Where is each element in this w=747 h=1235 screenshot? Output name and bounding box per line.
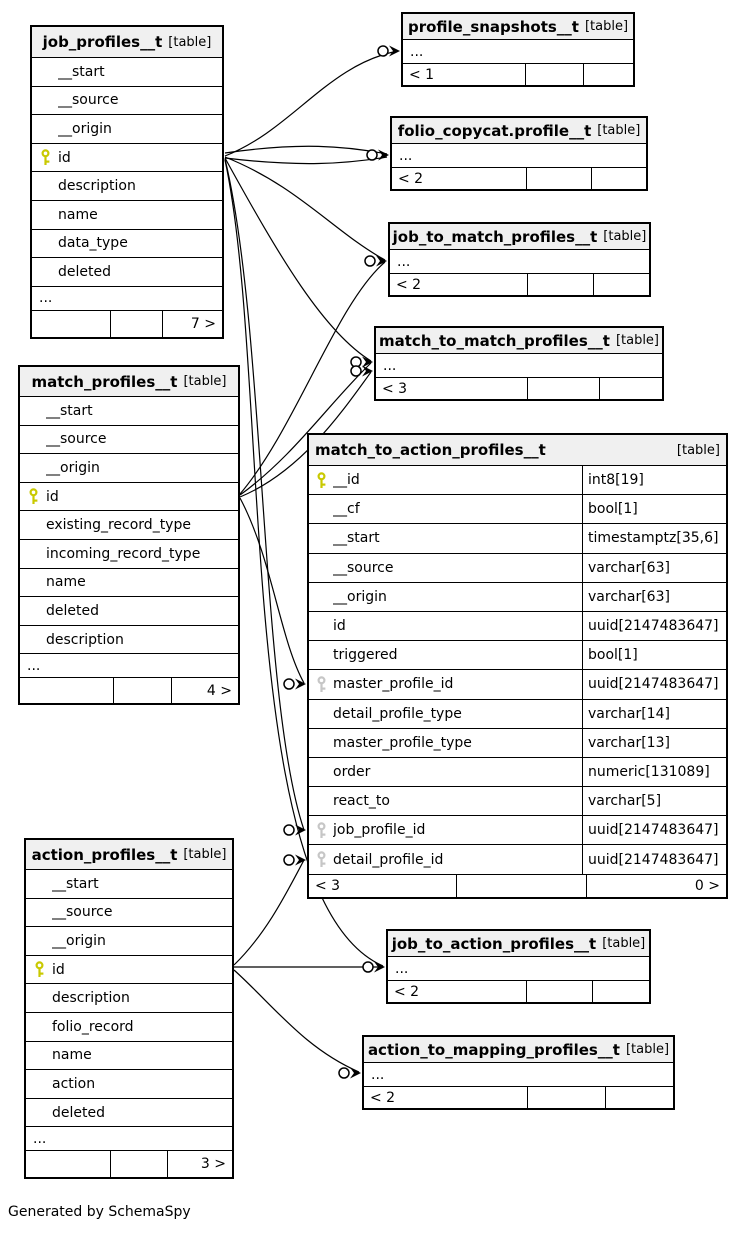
table-match_to_match_profiles__t (374, 326, 664, 401)
column-row-name (20, 568, 238, 597)
column-row-detail_profile_type (309, 699, 726, 728)
relationship-edge (225, 146, 387, 154)
table-title[interactable]: action_profiles__t (31, 845, 178, 864)
column-name: name (52, 1047, 92, 1064)
table-footer (309, 874, 726, 897)
table-type-tag: [table] (584, 19, 629, 34)
column-row-detail_profile_id (309, 844, 726, 873)
primary-key-icon (34, 961, 45, 978)
table-type-tag: [table] (597, 123, 641, 138)
ellipsis-row: ... (388, 956, 649, 980)
table-footer (392, 167, 646, 189)
column-row-action (26, 1069, 232, 1098)
column-row-__id (309, 465, 726, 494)
column-type: varchar[5] (582, 787, 726, 815)
table-footer (388, 980, 649, 1002)
column-row-__start (309, 523, 726, 552)
column-name: name (46, 574, 86, 591)
footer-middle-cell (525, 64, 583, 85)
column-name: description (52, 990, 130, 1007)
edge-endpoint-circle (378, 46, 388, 56)
column-row-deleted (32, 257, 222, 286)
table-job_profiles__t (30, 25, 224, 339)
edge-endpoint-circle (367, 150, 377, 160)
footer-parents-count: 4 > (171, 678, 238, 703)
table-header (364, 1037, 673, 1062)
column-name: folio_record (52, 1018, 134, 1035)
footer-children-count: < 2 (396, 276, 422, 293)
key-slot (309, 822, 333, 839)
footer-parents-count (592, 981, 649, 1002)
footer-middle-cell (527, 1087, 605, 1108)
key-slot (309, 472, 333, 489)
column-type: varchar[14] (582, 700, 726, 728)
table-footer (26, 1150, 232, 1177)
column-name: deleted (58, 263, 111, 280)
footer-middle-cell (526, 981, 592, 1002)
edge-arrowhead (295, 825, 306, 836)
column-row-__source (309, 553, 726, 582)
footer-children-count (32, 311, 110, 337)
column-row-order (309, 757, 726, 786)
column-row-__source (32, 86, 222, 115)
table-title[interactable]: job_to_action_profiles__t (391, 934, 597, 953)
edge-endpoint-circle (284, 679, 294, 689)
column-name: detail_profile_id (333, 851, 444, 868)
table-profile_snapshots__t (401, 12, 635, 87)
column-type: numeric[131089] (582, 758, 726, 786)
primary-key-icon (316, 472, 327, 489)
column-name: __source (333, 559, 394, 576)
key-slot (309, 851, 333, 868)
column-type: uuid[2147483647] (582, 612, 726, 640)
edge-endpoint-circle (339, 1068, 349, 1078)
column-name: __origin (46, 459, 100, 476)
column-row-react_to (309, 786, 726, 815)
column-name: deleted (46, 602, 99, 619)
ellipsis-row: ... (376, 353, 662, 377)
relationship-edge (225, 158, 371, 361)
column-row-description (26, 983, 232, 1012)
footer-parents-count (591, 168, 646, 189)
edge-arrowhead (378, 150, 389, 161)
table-match_profiles__t (18, 365, 240, 705)
table-type-tag: [table] (625, 1042, 670, 1057)
column-type: uuid[2147483647] (582, 845, 726, 873)
footer-children-count: < 1 (409, 66, 435, 83)
table-footer (403, 63, 633, 85)
column-type: uuid[2147483647] (582, 816, 726, 844)
table-footer (20, 677, 238, 703)
foreign-key-icon (316, 851, 327, 868)
column-row-__source (20, 425, 238, 454)
column-row-__origin (26, 926, 232, 955)
column-row-__origin (32, 114, 222, 143)
footer-parents-count: 3 > (167, 1151, 232, 1177)
footer-children-count: < 2 (370, 1089, 396, 1106)
edge-endpoint-circle (284, 825, 294, 835)
generated-by-caption: Generated by SchemaSpy (8, 1204, 191, 1220)
footer-children-count: < 3 (315, 877, 341, 894)
column-row-job_profile_id (309, 815, 726, 844)
relationship-edge (240, 498, 304, 683)
column-name: __origin (333, 588, 387, 605)
table-title[interactable]: job_profiles__t (42, 33, 163, 51)
column-name: description (46, 631, 124, 648)
column-row-__start (26, 869, 232, 898)
column-name: __origin (58, 120, 112, 137)
table-header (26, 840, 232, 869)
table-title[interactable]: action_to_mapping_profiles__t (367, 1040, 620, 1059)
relationship-edge (234, 860, 304, 965)
edge-arrowhead (389, 46, 400, 57)
column-name: description (58, 178, 136, 195)
table-title[interactable]: match_profiles__t (31, 372, 178, 391)
primary-key-icon (40, 149, 51, 166)
column-row-deleted (26, 1098, 232, 1127)
footer-children-count (26, 1151, 110, 1177)
column-type: bool[1] (582, 495, 726, 523)
table-title[interactable]: job_to_match_profiles__t (392, 227, 598, 246)
key-slot (20, 488, 46, 505)
table-job_to_match_profiles__t (388, 222, 651, 297)
key-slot (309, 676, 333, 693)
column-row-__start (32, 57, 222, 86)
relationship-edge (225, 157, 387, 164)
column-name: incoming_record_type (46, 545, 201, 562)
column-type: uuid[2147483647] (582, 670, 726, 698)
column-row-id (32, 143, 222, 172)
column-type: varchar[13] (582, 729, 726, 757)
column-name: deleted (52, 1104, 105, 1121)
column-name: existing_record_type (46, 517, 191, 534)
ellipsis-row: ... (364, 1062, 673, 1086)
ellipsis-row: ... (20, 653, 238, 677)
key-slot (26, 961, 52, 978)
column-row-data_type (32, 229, 222, 258)
table-header (392, 118, 646, 143)
column-row-master_profile_id (309, 669, 726, 698)
column-type: varchar[63] (582, 583, 726, 611)
column-name: __start (52, 875, 99, 892)
column-row-triggered (309, 640, 726, 669)
table-header (20, 367, 238, 396)
footer-middle-cell (456, 875, 586, 897)
table-title[interactable]: match_to_action_profiles__t (315, 441, 546, 459)
table-footer (32, 310, 222, 337)
column-name: id (52, 961, 65, 978)
column-row-description (32, 171, 222, 200)
footer-children-count (20, 678, 113, 703)
table-header (32, 27, 222, 57)
column-name: __start (46, 402, 93, 419)
column-type: int8[19] (582, 466, 726, 494)
footer-middle-cell (110, 1151, 167, 1177)
foreign-key-icon (316, 676, 327, 693)
table-action_to_mapping_profiles__t (362, 1035, 675, 1110)
column-name: __start (333, 530, 380, 547)
column-name: __origin (52, 932, 106, 949)
edge-endpoint-circle (365, 256, 375, 266)
edge-arrowhead (350, 1068, 361, 1079)
relationship-edge (225, 51, 398, 156)
footer-parents-count (583, 64, 633, 85)
ellipsis-row: ... (26, 1126, 232, 1150)
column-name: detail_profile_type (333, 705, 462, 722)
table-title[interactable]: folio_copycat.profile__t (397, 121, 592, 140)
table-type-tag: [table] (602, 936, 646, 951)
footer-children-count: < 3 (382, 380, 408, 397)
column-row-__cf (309, 494, 726, 523)
column-type: varchar[63] (582, 554, 726, 582)
table-type-tag: [table] (183, 847, 227, 862)
column-name: __id (333, 472, 360, 489)
column-name: triggered (333, 647, 398, 664)
column-name: id (46, 488, 59, 505)
column-row-existing_record_type (20, 510, 238, 539)
table-header (376, 328, 662, 353)
primary-key-icon (28, 488, 39, 505)
table-type-tag: [table] (603, 229, 647, 244)
column-name: id (333, 618, 346, 635)
footer-middle-cell (526, 168, 591, 189)
table-title[interactable]: profile_snapshots__t (407, 17, 579, 36)
column-type: timestamptz[35,6] (582, 524, 726, 552)
table-folio_copycat.profile__t (390, 116, 648, 191)
column-name: data_type (58, 235, 128, 252)
table-job_to_action_profiles__t (386, 929, 651, 1004)
table-title[interactable]: match_to_match_profiles__t (379, 331, 610, 350)
column-name: __source (52, 904, 113, 921)
table-header (390, 224, 649, 249)
ellipsis-row: ... (403, 39, 633, 63)
column-name: master_profile_type (333, 734, 472, 751)
column-name: __source (46, 431, 107, 448)
column-row-__start (20, 396, 238, 425)
column-name: name (58, 206, 98, 223)
column-row-description (20, 625, 238, 654)
column-name: react_to (333, 793, 390, 810)
column-row-__source (26, 898, 232, 927)
table-type-tag: [table] (168, 34, 212, 50)
edge-endpoint-circle (363, 962, 373, 972)
column-name: master_profile_id (333, 676, 454, 693)
key-slot (32, 149, 58, 166)
footer-middle-cell (113, 678, 171, 703)
footer-parents-count (599, 378, 662, 399)
table-header (388, 931, 649, 956)
table-match_to_action_profiles__t (307, 433, 728, 899)
table-footer (376, 377, 662, 399)
column-name: __source (58, 92, 119, 109)
column-row-deleted (20, 596, 238, 625)
foreign-key-icon (316, 822, 327, 839)
column-name: __start (58, 63, 105, 80)
table-action_profiles__t (24, 838, 234, 1179)
table-footer (364, 1086, 673, 1108)
column-name: id (58, 149, 71, 166)
footer-parents-count (605, 1087, 673, 1108)
column-row-id (26, 955, 232, 984)
column-row-master_profile_type (309, 728, 726, 757)
column-name: order (333, 763, 371, 780)
footer-parents-count: 7 > (162, 311, 222, 337)
column-row-incoming_record_type (20, 539, 238, 568)
table-type-tag: [table] (183, 374, 227, 389)
column-row-name (26, 1041, 232, 1070)
column-row-__origin (20, 453, 238, 482)
column-row-__origin (309, 582, 726, 611)
table-header (309, 435, 726, 465)
edge-endpoint-circle (284, 855, 294, 865)
footer-children-count: < 2 (394, 983, 420, 1000)
table-type-tag: [table] (676, 442, 720, 458)
column-name: job_profile_id (333, 822, 426, 839)
edge-arrowhead (295, 855, 306, 866)
relationship-edge (225, 157, 385, 260)
table-footer (390, 273, 649, 295)
footer-middle-cell (527, 378, 599, 399)
column-row-folio_record (26, 1012, 232, 1041)
footer-parents-count: 0 > (586, 875, 726, 897)
footer-children-count: < 2 (398, 170, 424, 187)
column-row-id (309, 611, 726, 640)
footer-middle-cell (527, 274, 593, 295)
ellipsis-row: ... (390, 249, 649, 273)
footer-parents-count (593, 274, 649, 295)
edge-endpoint-circle (351, 366, 361, 376)
edge-arrowhead (295, 679, 306, 690)
footer-middle-cell (110, 311, 162, 337)
ellipsis-row: ... (32, 286, 222, 310)
ellipsis-row: ... (392, 143, 646, 167)
column-type: bool[1] (582, 641, 726, 669)
column-name: action (52, 1075, 96, 1092)
table-header (403, 14, 633, 39)
table-type-tag: [table] (615, 333, 660, 348)
column-row-id (20, 482, 238, 511)
relationship-edge (234, 970, 359, 1072)
column-row-name (32, 200, 222, 229)
column-name: __cf (333, 501, 360, 518)
